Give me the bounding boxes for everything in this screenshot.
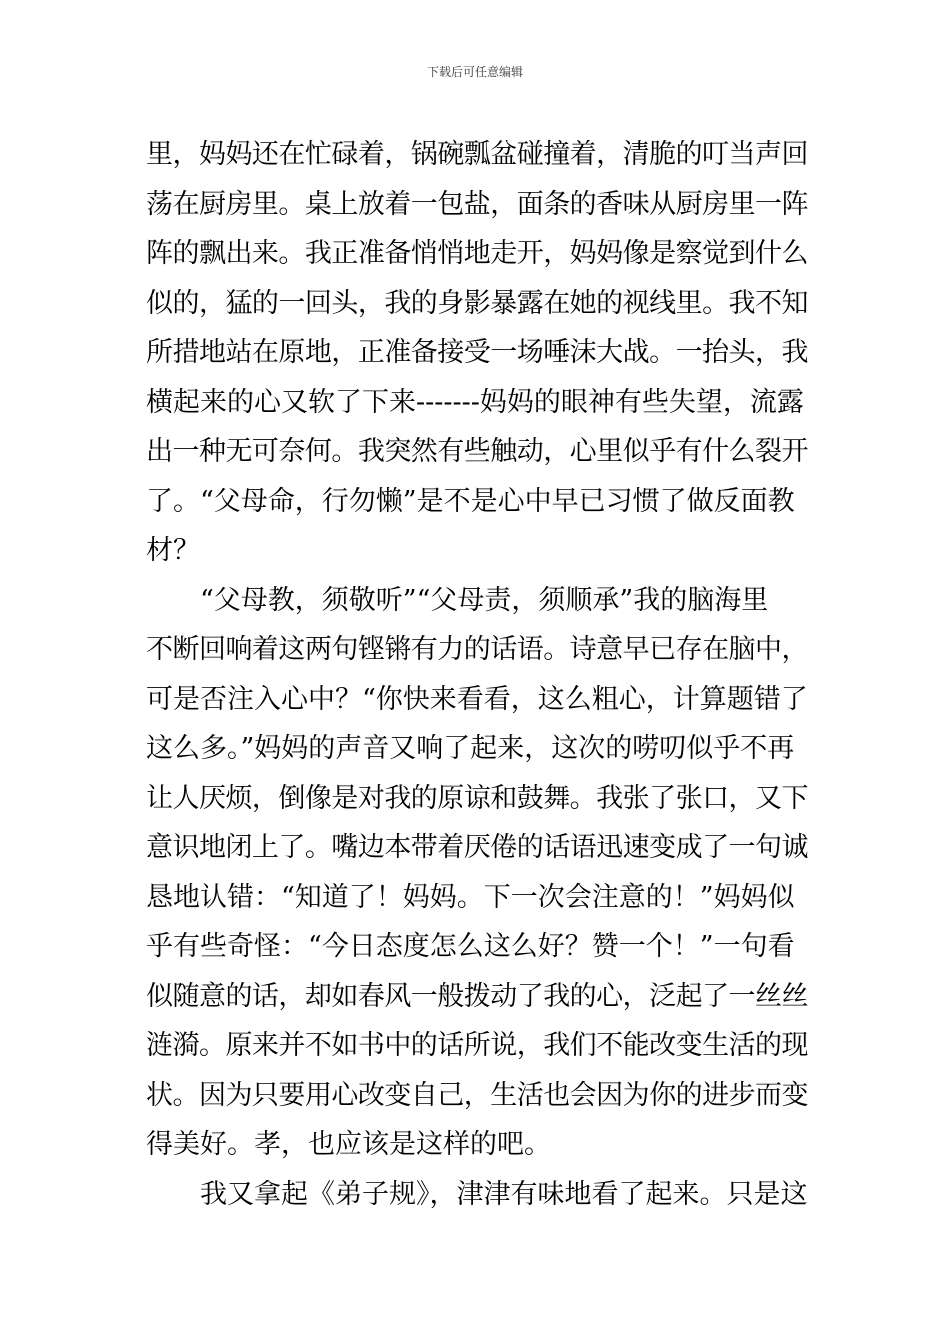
text-line: 乎有些奇怪：“今日态度怎么这么好？赞一个！”一句看 (146, 931, 795, 962)
text-line: 可是否注入心中？“你快来看看，这么粗心，计算题错了 (146, 683, 808, 715)
text-line: 涟漪。原来并不如书中的话所说，我们不能改变生活的现 (146, 1030, 808, 1061)
text-line: 出一种无可奈何。我突然有些触动，心里似乎有什么裂开 (146, 436, 808, 467)
text-line: “父母教，须敬听”“父母责，须顺承”我的脑海里 (200, 584, 769, 616)
text-line: 得美好。孝，也应该是这样的吧。 (146, 1129, 551, 1160)
text-line: 阵的飘出来。我正准备悄悄地走开，妈妈像是察觉到什么 (146, 238, 808, 269)
text-line: 状。因为只要用心改变自己，生活也会因为你的进步而变 (146, 1079, 808, 1111)
text-line: 不断回响着这两句铿锵有力的话语。诗意早已存在脑中， (146, 634, 808, 665)
text-line: 似的，猛的一回头，我的身影暴露在她的视线里。我不知 (146, 287, 808, 319)
text-line: 意识地闭上了。嘴边本带着厌倦的话语迅速变成了一句诚 (146, 832, 808, 863)
text-line: 了。“父母命，行勿懒”是不是心中早已习惯了做反面教 (146, 485, 795, 517)
text-line: 里，妈妈还在忙碌着，锅碗瓢盆碰撞着，清脆的叮当声回 (146, 139, 808, 170)
page-header-note: 下载后可任意编辑 (426, 65, 523, 79)
text-line: 让人厌烦，倒像是对我的原谅和鼓舞。我张了张口，又下 (146, 782, 808, 814)
text-line: 所措地站在原地，正准备接受一场唾沫大战。一抬头，我 (146, 337, 808, 368)
text-line: 似随意的话，却如春风一般拨动了我的心，泛起了一丝丝 (146, 980, 808, 1012)
text-line: 我又拿起《弟子规》，津津有味地看了起来。只是这 (200, 1178, 808, 1210)
text-line: 这么多。”妈妈的声音又响了起来，这次的唠叨似乎不再 (146, 733, 795, 764)
text-line: 恳地认错：“知道了！妈妈。下一次会注意的！”妈妈似 (146, 881, 795, 913)
text-line: 横起来的心又软了下来-------妈妈的眼神有些失望，流露 (146, 386, 804, 418)
text-line: 荡在厨房里。桌上放着一包盐，面条的香味从厨房里一阵 (146, 188, 808, 220)
text-line: 材？ (146, 535, 200, 566)
document-body (146, 130, 808, 1219)
